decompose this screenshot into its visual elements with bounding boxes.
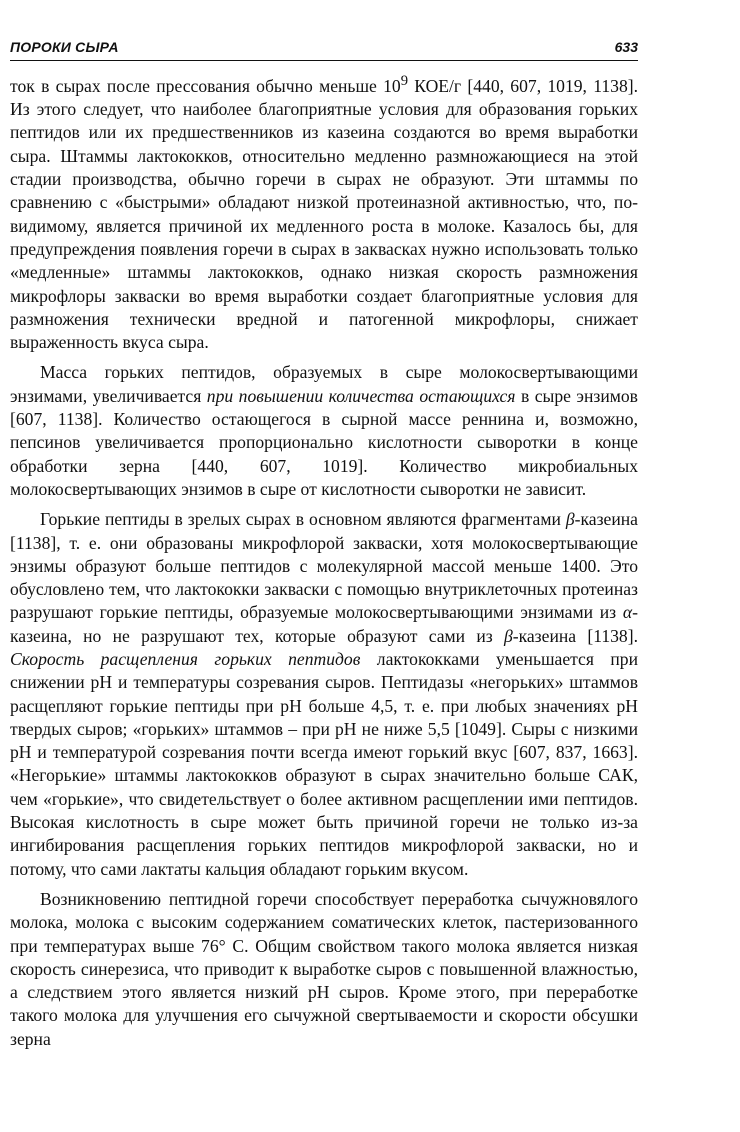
text-span: -казеина [1138], т. е. они образованы микрофлорой закваски, хотя молокосвертывающие энзимы образуют больше пептидов с молекулярной массой меньше 1400. Это обусловлено тем, что лактококки закваски с помощью внутриклеточных протеиназ разрушают горькие пептиды, образуемые молокосвертывающими энзимами из xyxy=(10,509,638,623)
italic-span: β xyxy=(565,509,575,530)
running-header xyxy=(10,38,638,61)
text-span: Горькие пептиды в зрелых сырах в основном являются фрагментами xyxy=(40,509,566,530)
superscript-exponent: 9 xyxy=(400,73,409,89)
text-span: Возникновению пептидной горечи способствует переработка сычужновялого молока, молока с высоким содержанием соматических клеток, пастеризованного при температурах выше 76° С. Общим свойством такого молока является низкая скорость синерезиса, что приводит к выработке сыров с повышенной влажностью, а следствием этого является низкий pH сыров. Кроме этого, при переработке такого молока для улучшения его сычужной свертываемости и скорости обсушки зерна xyxy=(10,888,638,1049)
italic-span: Скорость расщепления горьких пептидов xyxy=(10,648,361,669)
paragraph-3 xyxy=(10,508,638,881)
main-text xyxy=(10,70,638,1058)
paragraph-2 xyxy=(10,361,638,501)
italic-span: при повышении количества остающихся xyxy=(206,385,516,406)
paragraph-1 xyxy=(10,70,638,354)
text-span: ток в сырах после прессования обычно меньше 10 xyxy=(10,75,401,96)
text-span: -казеина [1138]. xyxy=(512,625,638,646)
page-number: 633 xyxy=(614,39,638,55)
paragraph-4 xyxy=(10,888,638,1051)
italic-span: α xyxy=(622,602,633,623)
text-span: -казеина, но не разрушают тех, которые образуют сами из xyxy=(10,602,638,646)
text-span: лактококками уменьшается при снижении pH и температуры созревания сыров. Пептидазы «негорьких» штаммов расщепляют горькие пептиды при pH больше 4,5, т. е. при любых значениях pH твердых сыров; «горьких» штаммов – при pH не ниже 5,5 [1049]. Сыры с низкими pH и температурой созревания почти всегда имеют горький вкус [607, 837, 1663]. «Негорькие» штаммы лактококков образуют в сырах значительно больше САК, чем «горькие», что свидетельствует о более активном расщеплении ими пептидов. Высокая кислотность в сыре может быть причиной горечи не только из-за ингибирования расщепления горьких пептидов микрофлорой закваски, но и потому, что сами лактаты кальция обладают горьким вкусом. xyxy=(10,648,638,879)
text-span: в сыре энзимов [607, 1138]. Количество остающегося в сырной массе реннина и, возможно, пепсинов увеличивается пропорционально кислотности сыворотки в конце обработки зерна [440, 607, 1019]. Количество микробиальных молокосвертывающих энзимов в сыре от кислотности сыворотки не зависит. xyxy=(10,385,638,499)
running-title: ПОРОКИ СЫРА xyxy=(10,39,119,55)
text-span: Масса горьких пептидов, образуемых в сыре молокосвертывающими энзимами, увеличивается xyxy=(10,362,638,406)
text-span: КОЕ/г [440, 607, 1019, 1138]. Из этого следует, что наиболее благоприятные условия для образования горьких пептидов или их предшественников из казеина создаются во время выработки сыра. Штаммы лактококков, относительно медленно размножающиеся на этой стадии производства, обычно горечи в сырах не образуют. Эти штаммы по сравнению с «быстрыми» обладают низкой протеиназной активностью, что, по-видимому, является причиной их медленного роста в молоке. Казалось бы, для предупреждения появления горечи в сырах в заквасках нужно использовать только «медленные» штаммы лактококков, однако низкая скорость размножения микрофлоры закваски во время выработки создает благоприятные условия для размножения технически вредной и патогенной микрофлоры, снижает выраженность вкуса сыра. xyxy=(10,75,638,353)
italic-span: β xyxy=(503,625,513,646)
